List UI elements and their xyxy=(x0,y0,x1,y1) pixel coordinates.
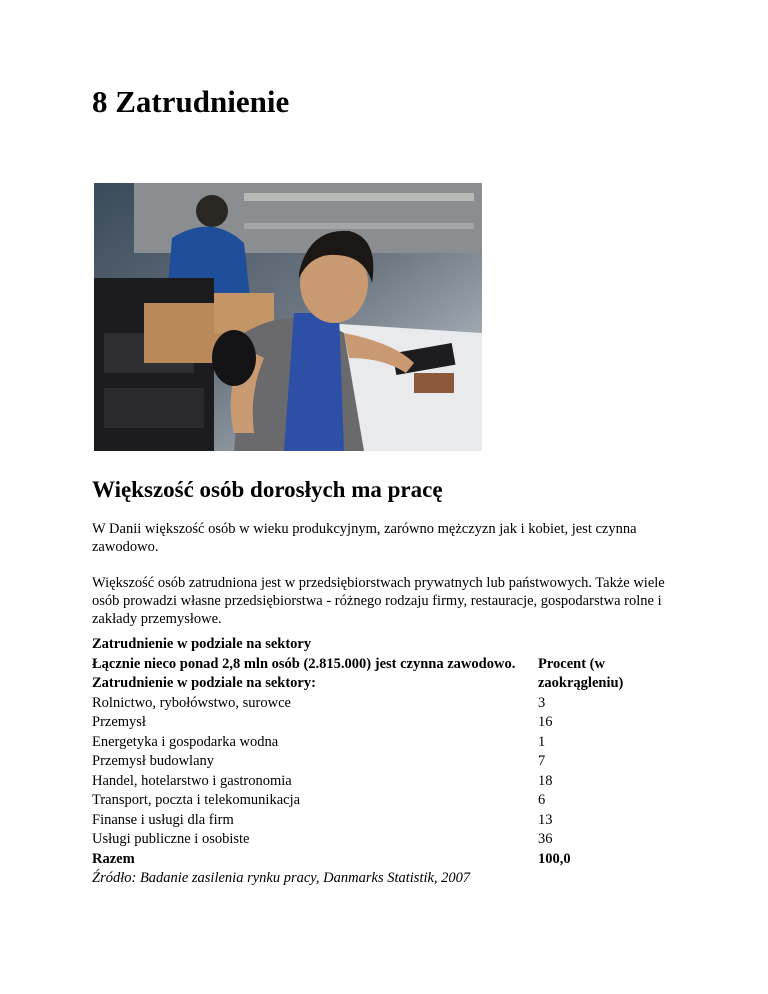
table-row xyxy=(92,694,692,714)
sector-name: Handel, hotelarstwo i gastronomia xyxy=(92,772,292,789)
table-header-right: Procent (w zaokrągleniu) xyxy=(538,655,624,691)
table-row xyxy=(92,733,692,753)
sector-percent: 16 xyxy=(538,714,553,730)
table-row xyxy=(92,830,692,850)
total-value: 100,0 xyxy=(538,850,571,867)
employment-paragraph: Większość osób zatrudniona jest w przedsiębiorstwach prywatnych lub państwowych. Także wiele osób prowadzi własne przedsiębiorstwa - różnego rodzaju firmy, restauracje, gospodarstwa rolne i zakłady przemysłowe. xyxy=(92,575,665,627)
sector-name: Rolnictwo, rybołówstwo, surowce xyxy=(92,694,291,711)
sector-percent: 1 xyxy=(538,733,546,750)
page-title: 8 Zatrudnienie xyxy=(92,84,290,119)
table-header-left: Łącznie nieco ponad 2,8 mln osób (2.815.000) jest czynna zawodowo. Zatrudnienie w podziale na sektory: xyxy=(92,655,516,691)
table-total-row xyxy=(92,850,692,870)
sector-percent: 6 xyxy=(538,792,546,808)
source-note: Źródło: Badanie zasilenia rynku pracy, Danmarks Statistik, 2007 xyxy=(92,870,471,886)
sector-percent: 13 xyxy=(538,811,553,828)
sector-name: Transport, poczta i telekomunikacja xyxy=(92,792,301,808)
photo-illustration xyxy=(94,183,482,451)
table-row xyxy=(92,752,692,772)
table-row xyxy=(92,791,692,811)
sector-name: Przemysł xyxy=(92,714,146,730)
section-heading: Większość osób dorosłych ma pracę xyxy=(92,477,443,502)
total-label: Razem xyxy=(92,850,135,867)
factory-worker-photo xyxy=(94,183,482,451)
table-source-row xyxy=(92,869,692,889)
sector-name: Energetyka i gospodarka wodna xyxy=(92,733,279,750)
sector-name: Finanse i usługi dla firm xyxy=(92,811,234,828)
table-row xyxy=(92,772,692,792)
sector-name: Przemysł budowlany xyxy=(92,753,215,769)
table-row xyxy=(92,811,692,831)
table-header-row xyxy=(92,655,692,694)
table-row xyxy=(92,713,692,733)
sector-percent: 18 xyxy=(538,772,553,789)
sector-percent: 36 xyxy=(538,831,553,847)
sector-name: Usługi publiczne i osobiste xyxy=(92,831,250,847)
sector-percent: 7 xyxy=(538,753,546,769)
employment-table xyxy=(92,635,692,889)
table-caption-row xyxy=(92,635,692,655)
table-caption: Zatrudnienie w podziale na sektory xyxy=(92,636,312,652)
sector-percent: 3 xyxy=(538,694,546,711)
intro-paragraph: W Danii większość osób w wieku produkcyjnym, zarówno mężczyzn jak i kobiet, jest czynna zawodowo. xyxy=(92,521,637,555)
